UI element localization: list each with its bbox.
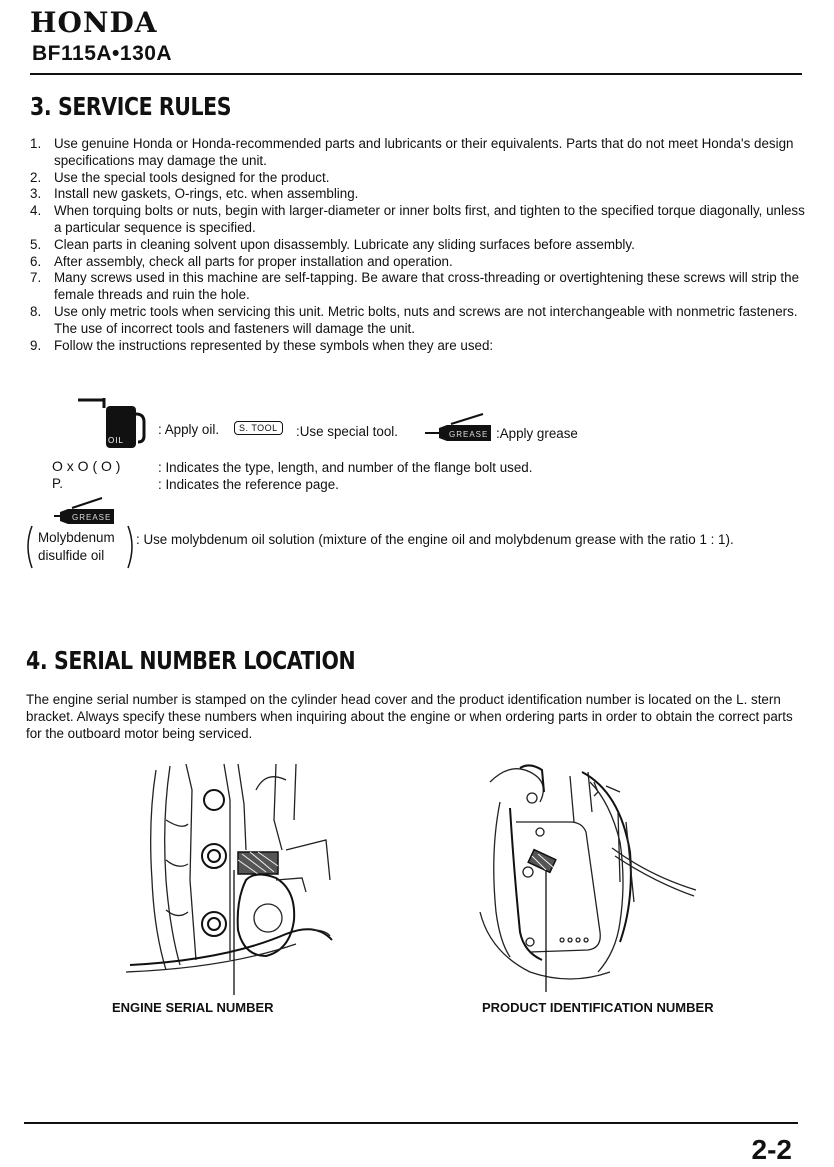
list-item-number: 6.	[30, 253, 42, 269]
footer-divider	[24, 1122, 798, 1124]
list-item-number: 7.	[30, 270, 42, 286]
special-tool-icon	[234, 420, 283, 438]
model-name: BF115A•130A	[32, 42, 173, 65]
apply-oil-text: : Apply oil.	[158, 422, 220, 437]
list-item	[30, 186, 810, 203]
list-item-number: 2.	[30, 169, 42, 185]
molybdenum-label: Molybdenum	[38, 530, 115, 545]
product-identification-number-caption: PRODUCT IDENTIFICATION NUMBER	[482, 1000, 714, 1015]
stern-bracket-illustration	[470, 752, 710, 992]
section-title-serial-location: 4. SERIAL NUMBER LOCATION	[26, 646, 356, 675]
list-item	[30, 237, 810, 254]
grease-tube-icon	[425, 412, 497, 442]
header-divider	[30, 73, 802, 75]
brand-logo: HONDA	[30, 6, 158, 39]
list-item-text: Use the special tools designed for the product.	[54, 169, 330, 185]
list-item	[30, 254, 810, 271]
list-item-number: 1.	[30, 136, 42, 151]
list-item	[30, 136, 810, 170]
list-item-number: 9.	[30, 337, 42, 353]
serial-location-paragraph: The engine serial number is stamped on the cylinder head cover and the product identification number is located on the L. stern bracket. Always specify these numbers when inquiring about the engine or when ordering parts in order to obtain the correct parts for the outboard motor being serviced.	[26, 692, 793, 741]
engine-serial-number-caption: ENGINE SERIAL NUMBER	[112, 1000, 274, 1015]
engine-illustration	[126, 760, 356, 995]
disulfide-oil-label: disulfide oil	[38, 548, 105, 563]
service-rules-list	[30, 136, 810, 354]
list-item-text: Use genuine Honda or Honda-recommended parts and lubricants or their equivalents. Parts that do not meet Honda's design specifications may damage the unit.	[54, 136, 794, 168]
page-number: 2-2	[751, 1134, 792, 1165]
list-item	[30, 338, 810, 355]
list-item	[30, 304, 810, 338]
list-item-text: Follow the instructions represented by these symbols when they are used:	[54, 337, 494, 353]
moly-grease-icon	[54, 496, 120, 526]
list-item-text: Many screws used in this machine are self-tapping. Be aware that cross-threading or overtightening these screws will strip the female threads and ruin the hole.	[54, 270, 800, 303]
oil-can-icon	[76, 396, 148, 452]
list-item-text: When torquing bolts or nuts, begin with larger-diameter or inner bolts first, and tighten to the specified torque diagonally, unless a particular sequence is specified.	[54, 203, 805, 235]
list-item-text: After assembly, check all parts for proper installation and operation.	[54, 253, 453, 269]
list-item-number: 4.	[30, 203, 42, 219]
reference-page-symbol: P.	[52, 476, 63, 491]
grease-tube-label: GREASE	[449, 430, 489, 439]
list-item	[30, 203, 810, 237]
moly-oil-text: : Use molybdenum oil solution (mixture of the engine oil and molybdenum grease with the ratio 1 : 1).	[136, 532, 734, 547]
moly-grease-label: GREASE	[72, 513, 112, 522]
reference-page-text: : Indicates the reference page.	[158, 477, 339, 492]
special-tool-text: :Use special tool.	[296, 424, 398, 439]
list-item	[30, 270, 810, 304]
flange-bolt-symbol: O x O ( O )	[52, 458, 121, 474]
list-item-number: 8.	[30, 303, 42, 319]
list-item	[30, 170, 810, 187]
list-item-text: Clean parts in cleaning solvent upon disassembly. Lubricate any sliding surfaces before assembly.	[54, 236, 635, 252]
special-tool-label: S. TOOL	[234, 421, 283, 435]
oil-can-label: OIL	[108, 436, 124, 445]
list-item-text: Install new gaskets, O-rings, etc. when assembling.	[54, 186, 359, 202]
list-item-number: 3.	[30, 186, 42, 202]
section-title-service-rules: 3. SERVICE RULES	[30, 92, 232, 121]
flange-bolt-text: : Indicates the type, length, and number of the flange bolt used.	[158, 460, 533, 475]
list-item-text: Use only metric tools when servicing this unit. Metric bolts, nuts and screws are not interchangeable with nonmetric fasteners. The use of incorrect tools and fasteners will damage the unit.	[54, 303, 798, 336]
list-item-number: 5.	[30, 236, 42, 252]
apply-grease-text: :Apply grease	[496, 426, 578, 441]
